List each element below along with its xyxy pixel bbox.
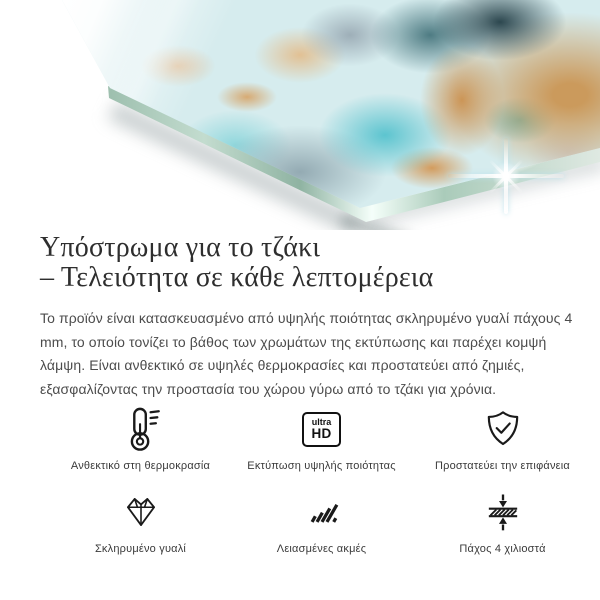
feature-surface-protection	[412, 403, 593, 472]
product-photo	[0, 0, 600, 230]
feature-label: Εκτύπωση υψηλής ποιότητας	[247, 460, 396, 472]
features-grid	[50, 403, 593, 555]
diamond-icon	[122, 486, 160, 538]
thickness-icon	[483, 486, 523, 538]
feature-polished-edges	[231, 486, 412, 555]
feature-label: Προστατεύει την επιφάνεια	[435, 460, 570, 472]
feature-label: Πάχος 4 χιλιοστά	[459, 543, 546, 555]
product-description: Το προϊόν είναι κατασκευασμένο από υψηλής ποιότητας σκληρυμένο γυαλί πάχους 4 mm, το οποίο τονίζει το βάθος των χρωμάτων της εκτύπωσης και παρέχει κομψή λάμψη. Είναι ανθεκτικό σε υψηλές θερμοκρασίες και προστατεύει από ζημιές, εξασφαλίζοντας την προστασία του χώρου γύρω από το τζάκι για χρόνια.	[40, 310, 573, 397]
feature-thickness	[412, 486, 593, 555]
shield-check-icon	[483, 403, 523, 455]
feature-heat-resistant	[50, 403, 231, 472]
feature-label: Ανθεκτικό στη θερμοκρασία	[70, 460, 211, 472]
feature-label: Σκληρυμένο γυαλί	[94, 543, 187, 555]
page-title	[40, 233, 560, 293]
polished-edges-icon	[305, 486, 339, 538]
thermometer-icon	[118, 403, 164, 455]
page-title-line1: Υπόστρωμα για το τζάκι	[40, 232, 321, 263]
feature-tempered-glass	[50, 486, 231, 555]
ultra-hd-badge-bottom: HD	[311, 426, 332, 441]
ultra-hd-badge-top: ultra	[311, 417, 332, 427]
ultra-hd-icon	[302, 403, 341, 455]
page-title-line2: – Τελειότητα σε κάθε λεπτομέρεια	[40, 262, 434, 293]
feature-ultra-hd-print	[231, 403, 412, 472]
feature-label: Λειασμένες ακμές	[276, 543, 367, 555]
